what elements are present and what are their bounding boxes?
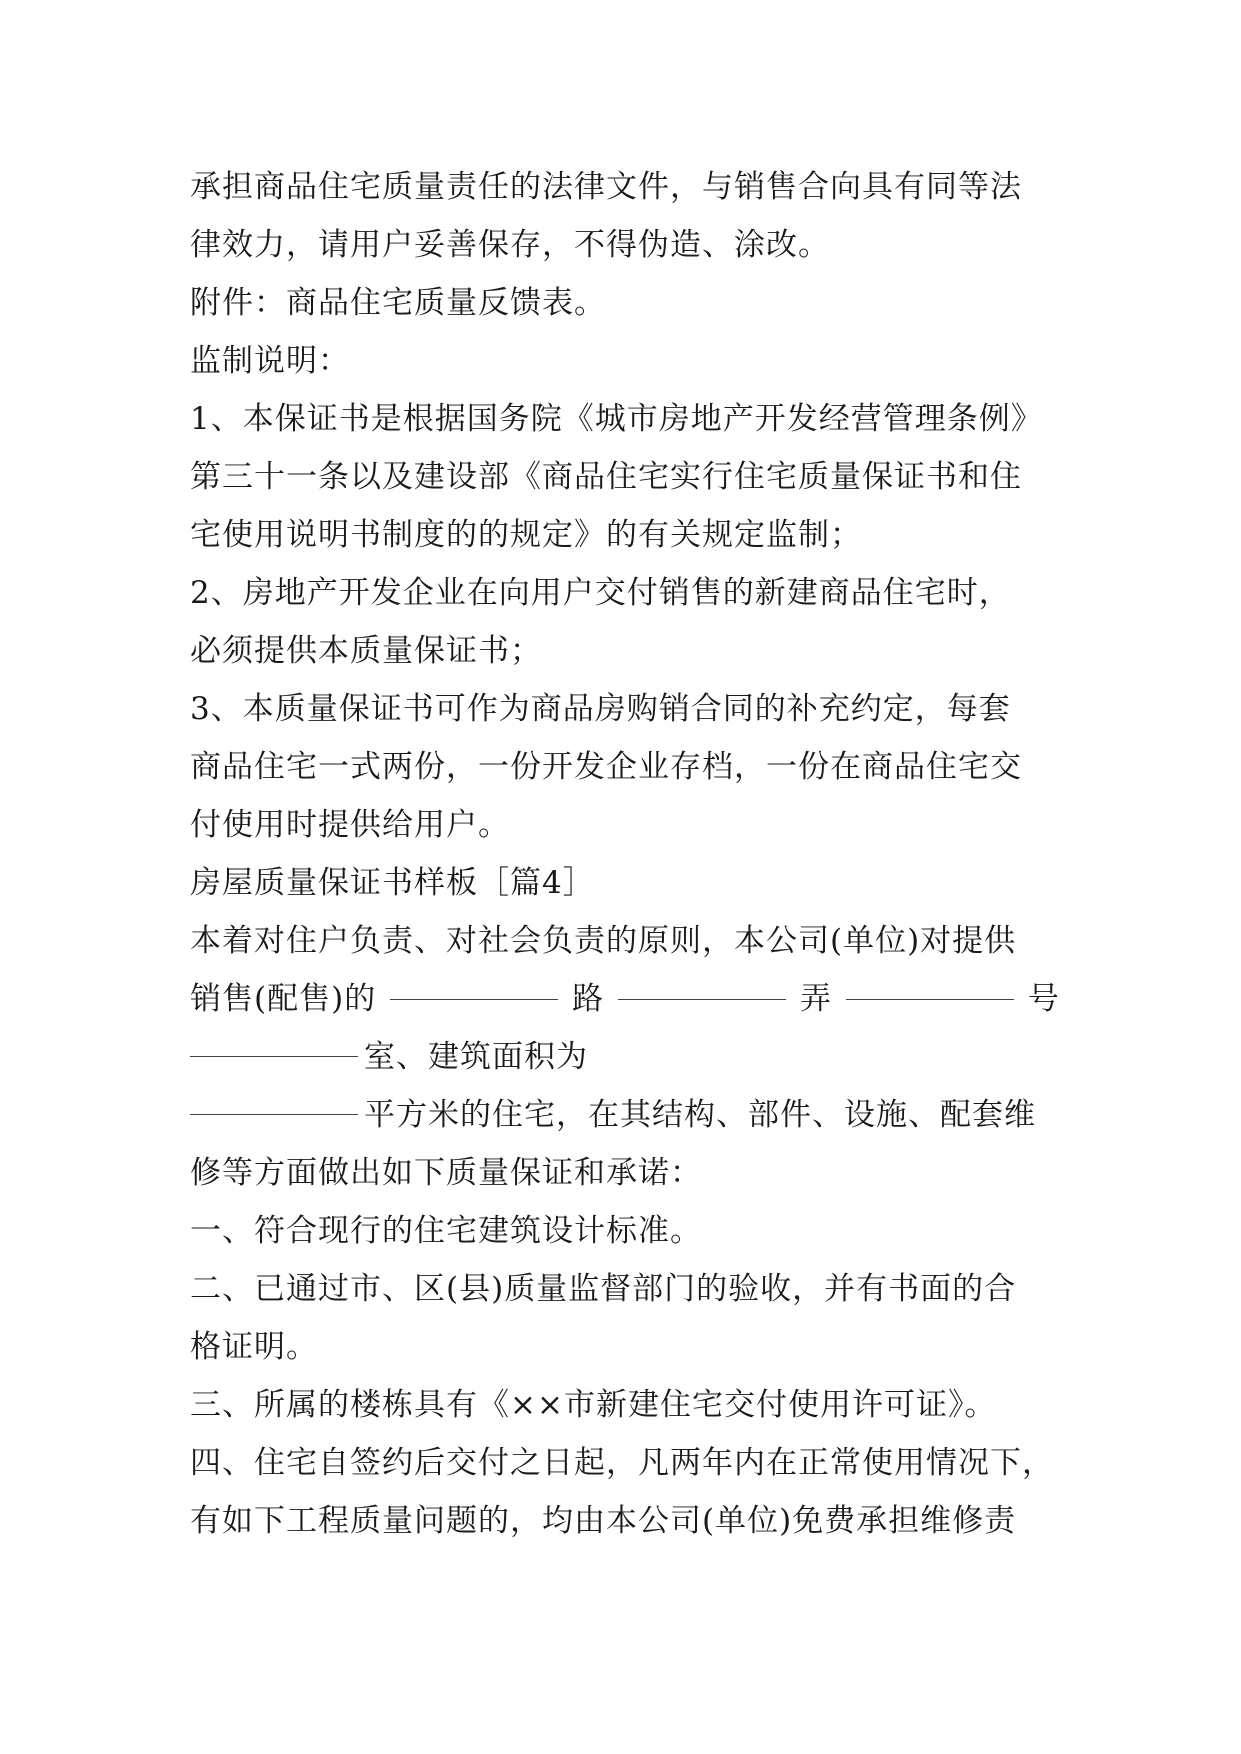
text-line: 宅使用说明书制度的的规定》的有关规定监制；	[190, 517, 862, 553]
fill-in-suffix: 室、建筑面积为	[364, 1039, 588, 1075]
text-line: 商品住宅一式两份，一份开发企业存档，一份在商品住宅交	[190, 749, 1022, 785]
fill-in-word-road: 路	[572, 981, 605, 1017]
text-line: 2、房地产开发企业在向用户交付销售的新建商品住宅时，	[190, 575, 1011, 611]
document-body	[190, 158, 1060, 1550]
fill-in-word-number: 号	[1027, 981, 1060, 1017]
text-line: 四、住宅自签约后交付之日起，凡两年内在正常使用情况下，	[190, 1445, 1054, 1481]
blank-road	[390, 998, 558, 1000]
fill-in-prefix: 销售(配售)的	[190, 981, 377, 1017]
blank-number	[846, 998, 1014, 1000]
text-line: 有如下工程质量问题的，均由本公司(单位)免费承担维修责	[190, 1503, 1017, 1539]
fill-in-suffix: 平方米的住宅，在其结构、部件、设施、配套维	[364, 1097, 1036, 1133]
blank-area	[190, 1113, 358, 1115]
blank-room	[190, 1055, 358, 1057]
section-heading-supervision-notes: 监制说明：	[190, 343, 350, 379]
text-line: 3、本质量保证书可作为商品房购销合同的补充约定，每套	[190, 691, 1011, 727]
fill-in-word-lane: 弄	[800, 981, 833, 1017]
section-title-template-4: 房屋质量保证书样板［篇4］	[190, 865, 595, 901]
text-line: 付使用时提供给用户。	[190, 807, 510, 843]
fill-in-line-room	[190, 1028, 1060, 1086]
text-line: 三、所属的楼栋具有《××市新建住宅交付使用许可证》。	[190, 1387, 997, 1423]
text-line: 1、本保证书是根据国务院《城市房地产开发经营管理条例》	[190, 401, 1043, 437]
text-line: 本着对住户负责、对社会负责的原则，本公司(单位)对提供	[190, 923, 1017, 959]
fill-in-line-area	[190, 1086, 1060, 1144]
text-line: 承担商品住宅质量责任的法律文件，与销售合向具有同等法	[190, 169, 1022, 205]
text-line: 修等方面做出如下质量保证和承诺：	[190, 1155, 702, 1191]
blank-lane	[618, 998, 786, 1000]
text-line: 第三十一条以及建设部《商品住宅实行住宅质量保证书和住	[190, 459, 1022, 495]
text-line: 律效力，请用户妥善保存，不得伪造、涂改。	[190, 227, 830, 263]
text-line: 附件：商品住宅质量反馈表。	[190, 285, 606, 321]
fill-in-line-address	[190, 970, 1060, 1028]
text-line: 一、符合现行的住宅建筑设计标准。	[190, 1213, 702, 1249]
text-line: 必须提供本质量保证书；	[190, 633, 542, 669]
text-line: 格证明。	[190, 1329, 318, 1365]
text-line: 二、已通过市、区(县)质量监督部门的验收，并有书面的合	[190, 1271, 1017, 1307]
